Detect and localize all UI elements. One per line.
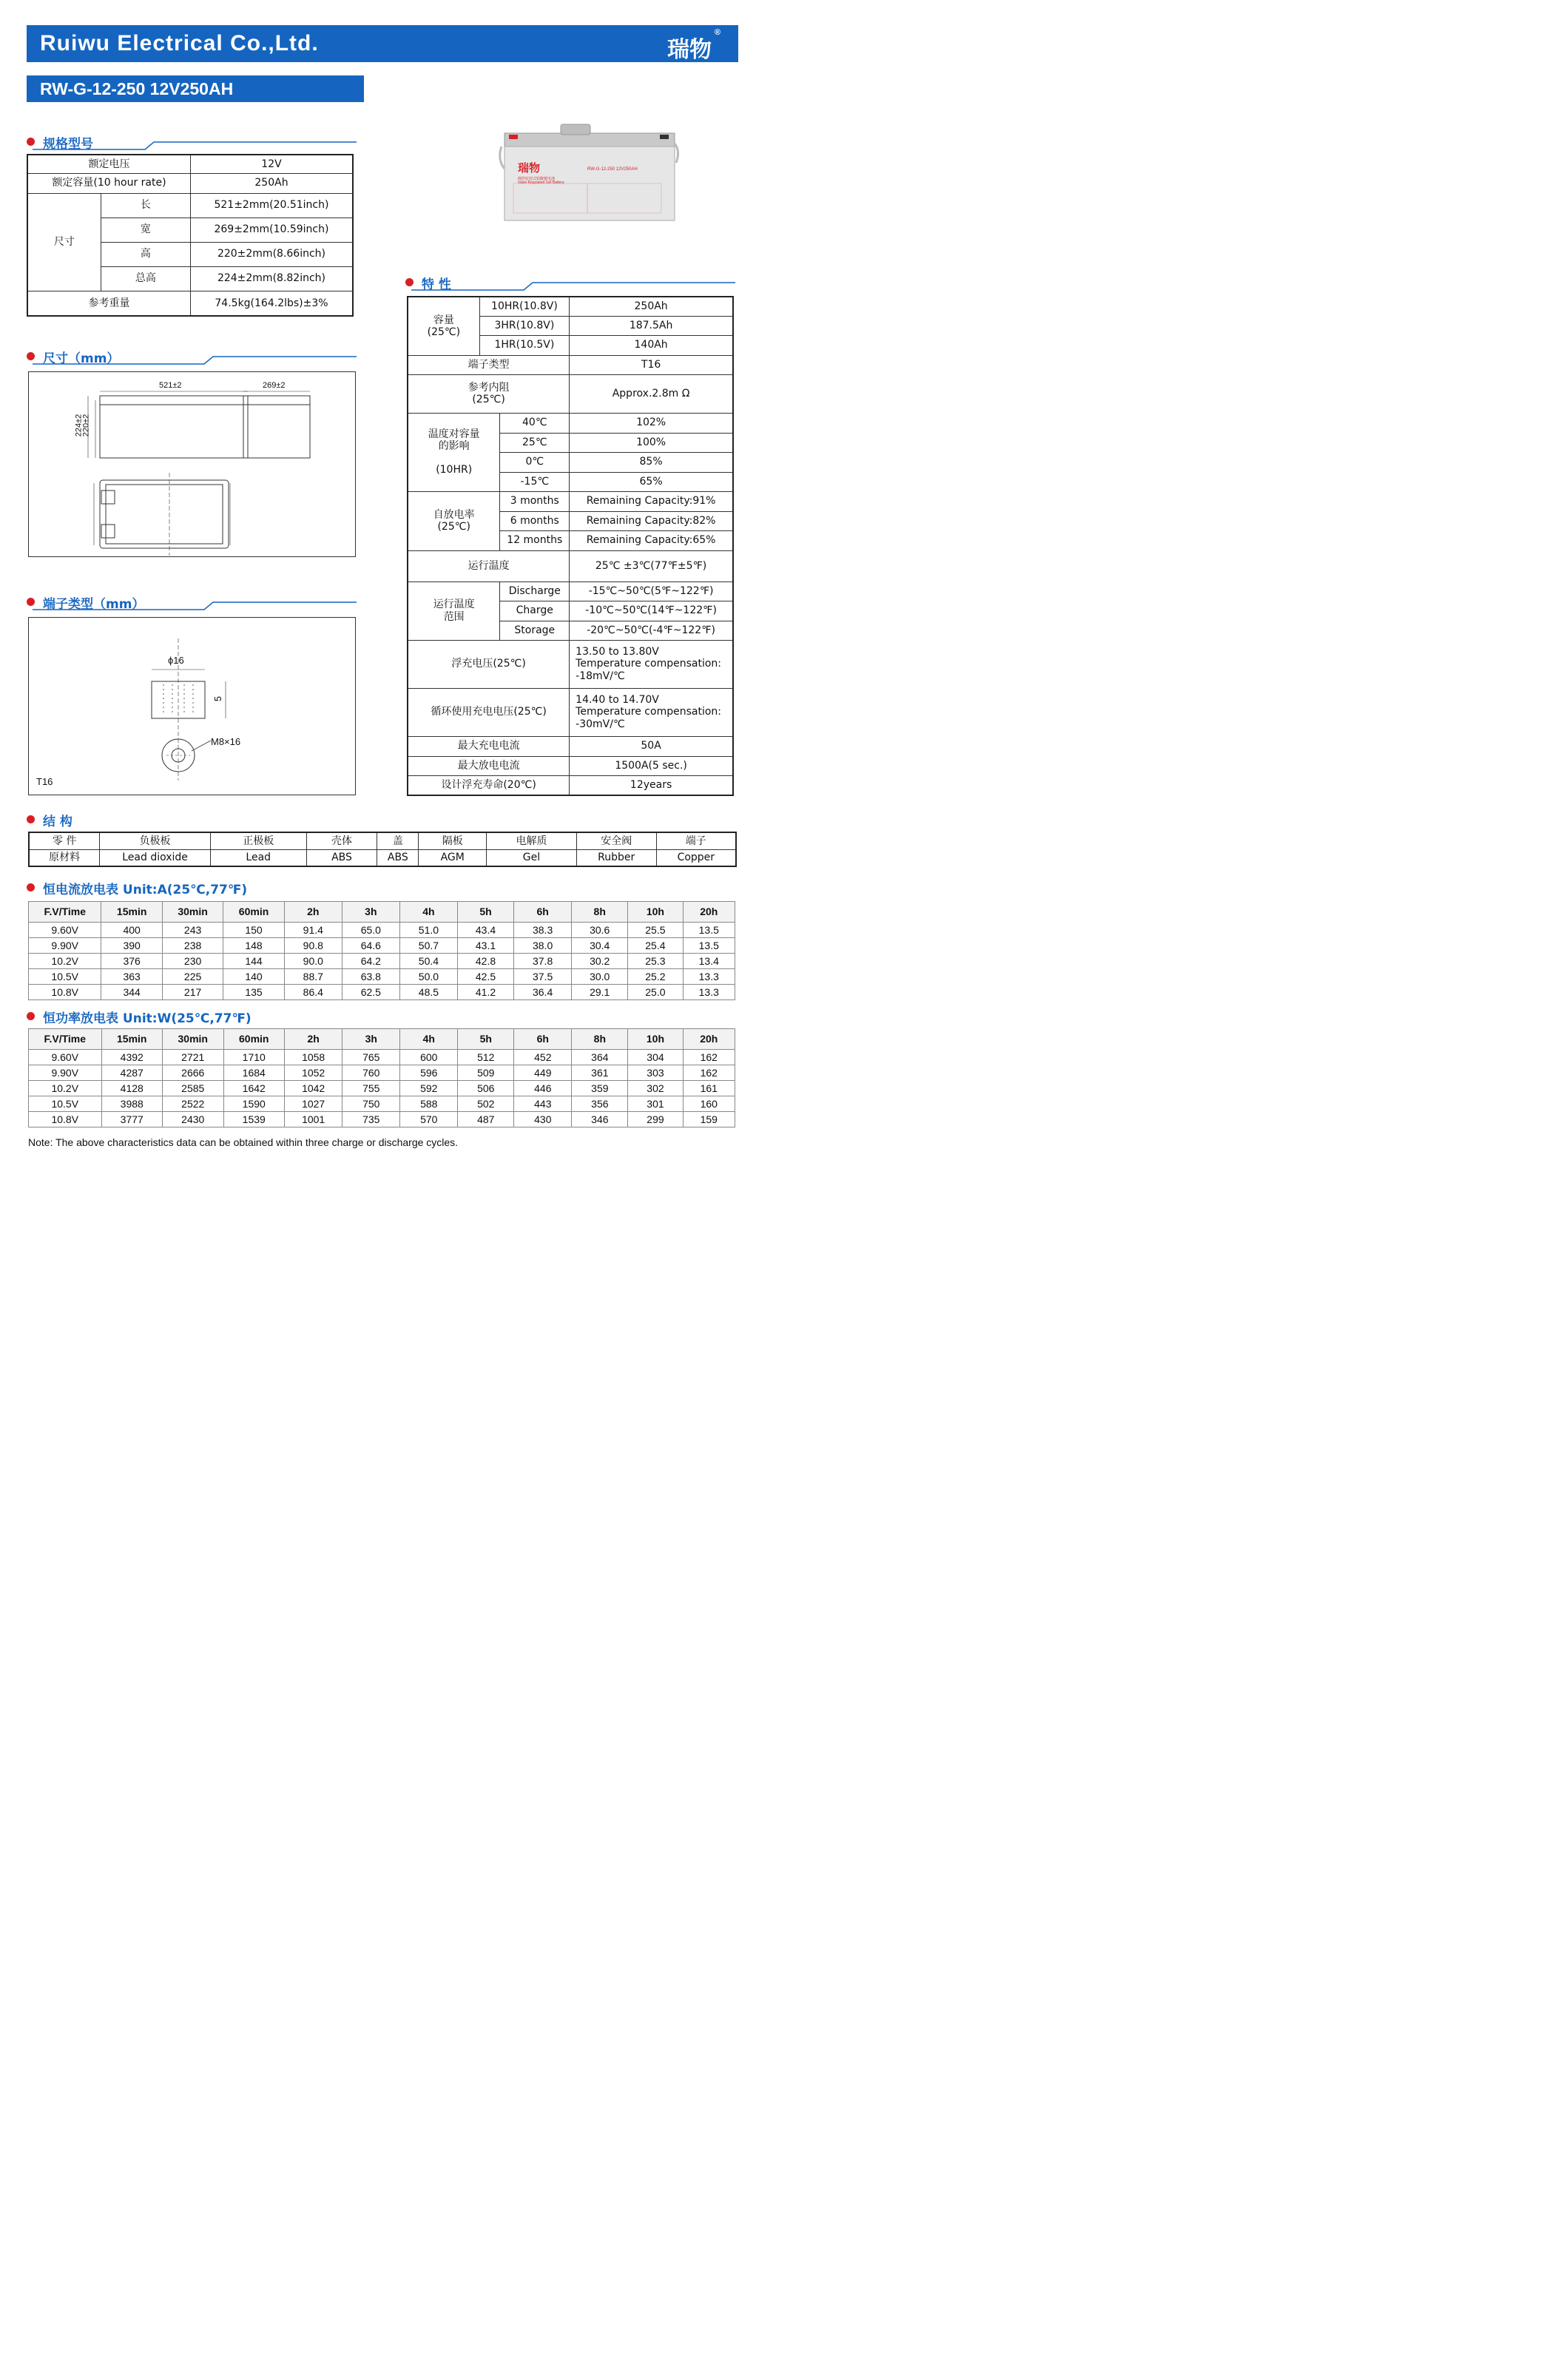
table-cell: 592 [400, 1081, 458, 1096]
structure-cell: AGM [419, 849, 487, 866]
table-row [29, 969, 735, 985]
temp-label: 温度对容量 [428, 428, 480, 440]
table-cell: 64.6 [342, 938, 399, 954]
table-cell: 148 [223, 938, 284, 954]
table-cell: 62.5 [342, 985, 399, 1000]
table-cell: 43.4 [457, 923, 513, 938]
temp-point: -15℃ [500, 472, 570, 491]
max-charge-label: 最大充电电流 [408, 736, 570, 756]
table-cell: 42.5 [457, 969, 513, 985]
dimension-drawing [28, 371, 356, 557]
table-cell: 238 [162, 938, 223, 954]
table-cell: 304 [628, 1050, 683, 1065]
spec-voltage-label: 额定电压 [27, 155, 190, 173]
table-cell: 3988 [101, 1096, 163, 1112]
table-cell: 37.8 [514, 954, 572, 969]
structure-cell: ABS [306, 849, 377, 866]
section-structure [27, 811, 175, 829]
table-cell: 760 [342, 1065, 400, 1081]
cap-value: 187.5Ah [570, 316, 733, 335]
table-cell: 2666 [163, 1065, 224, 1081]
table-cell: 161 [683, 1081, 735, 1096]
section-spec [27, 133, 357, 151]
section-terminal [27, 593, 357, 611]
table-cell: 2430 [163, 1112, 224, 1127]
spec-dim-value: 224±2mm(8.82inch) [190, 266, 353, 291]
table-cell: 430 [514, 1112, 572, 1127]
max-charge-value: 50A [570, 736, 733, 756]
structure-head: 负极板 [100, 832, 211, 849]
column-header: 20h [683, 902, 735, 923]
table-cell: 43.1 [457, 938, 513, 954]
structure-head: 安全阀 [576, 832, 656, 849]
table-cell: 443 [514, 1096, 572, 1112]
table-cell: 390 [101, 938, 162, 954]
spec-weight: 74.5kg(164.2lbs)±3% [190, 291, 353, 316]
table-cell: 48.5 [399, 985, 457, 1000]
table-row [29, 923, 735, 938]
section-title: 端子类型（mm） [43, 597, 145, 612]
bullet-icon [27, 883, 35, 891]
table-cell: 159 [683, 1112, 735, 1127]
spec-dim-label: 高 [101, 242, 190, 266]
table-row [29, 1081, 735, 1096]
battery-brand: 瑞物 [518, 161, 541, 175]
table-cell: 13.3 [683, 985, 735, 1000]
table-cell: 25.4 [628, 938, 683, 954]
temp-value: 100% [570, 433, 733, 452]
table-head-row [29, 902, 735, 923]
table-row [29, 954, 735, 969]
range-value: -15℃~50℃(5℉~122℉) [570, 581, 733, 601]
structure-head: 零 件 [29, 832, 100, 849]
footnote: Note: The above characteristics data can be obtained within three charge or discharge cycles. [28, 1136, 459, 1148]
table-cell: 10.8V [29, 1112, 102, 1127]
terminal-bolt: M8×16 [211, 736, 241, 747]
column-header: F.V/Time [29, 902, 101, 923]
spec-voltage: 12V [190, 155, 353, 173]
max-discharge-label: 最大放电电流 [408, 756, 570, 775]
structure-cell: Gel [487, 849, 577, 866]
table-cell: 506 [458, 1081, 514, 1096]
spec-table [27, 154, 354, 317]
bullet-icon [27, 1012, 35, 1020]
table-cell: 90.8 [284, 938, 342, 954]
range-label: 运行温度 [433, 599, 475, 611]
spec-weight-label: 参考重量 [27, 291, 190, 316]
cycle-value: 14.40 to 14.70V [576, 694, 659, 707]
column-header: 5h [457, 902, 513, 923]
cap-temp: (25℃) [427, 326, 461, 338]
ir-label: 参考内阻 [468, 381, 510, 394]
cap-value: 140Ah [570, 335, 733, 355]
sd-temp: (25℃) [437, 521, 470, 533]
cycle-coef: -30mV/℃ [576, 718, 625, 730]
table-cell: 30.6 [572, 923, 628, 938]
table-cell: 50.0 [399, 969, 457, 985]
table-cell: 25.5 [628, 923, 683, 938]
range-value: -20℃~50℃(-4℉~122℉) [570, 621, 733, 640]
table-cell: 217 [162, 985, 223, 1000]
section-title: 恒电流放电表 Unit:A(25℃,77℉) [43, 883, 248, 897]
table-cell: 150 [223, 923, 284, 938]
table-row [29, 1096, 735, 1112]
battery-model: RW-G-12-250 12V250AH [587, 167, 638, 172]
table-cell: 38.3 [514, 923, 572, 938]
cap-rate: 1HR(10.5V) [479, 335, 569, 355]
cc-table [28, 901, 735, 1000]
section-cp [27, 1008, 337, 1025]
sd-value: Remaining Capacity:82% [570, 511, 733, 530]
column-header: 4h [399, 902, 457, 923]
sd-period: 3 months [500, 491, 570, 511]
structure-cell: Lead dioxide [100, 849, 211, 866]
structure-head: 电解质 [487, 832, 577, 849]
op-temp-value: 25℃ ±3℃(77℉±5℉) [570, 550, 733, 581]
temp-point: 0℃ [500, 452, 570, 472]
table-cell: 50.4 [399, 954, 457, 969]
table-cell: 1710 [223, 1050, 285, 1065]
table-cell: 30.0 [572, 969, 628, 985]
table-cell: 25.3 [628, 954, 683, 969]
table-cell: 301 [628, 1096, 683, 1112]
table-cell: 344 [101, 985, 162, 1000]
company-name: Ruiwu Electrical Co.,Ltd. [40, 31, 319, 55]
table-cell: 162 [683, 1050, 735, 1065]
structure-material-row [29, 849, 736, 866]
table-cell: 363 [101, 969, 162, 985]
terminal-drawing [28, 617, 356, 795]
table-cell: 1027 [285, 1096, 342, 1112]
spec-dim-value: 220±2mm(8.66inch) [190, 242, 353, 266]
table-cell: 41.2 [457, 985, 513, 1000]
float-coef: -18mV/℃ [576, 670, 625, 682]
spec-size-label: 尺寸 [27, 193, 101, 291]
temp-point: 25℃ [500, 433, 570, 452]
table-cell: 1642 [223, 1081, 285, 1096]
column-header: 20h [683, 1029, 735, 1050]
table-cell: 1052 [285, 1065, 342, 1081]
dim-width: 269±2 [263, 381, 286, 390]
table-cell: 570 [400, 1112, 458, 1127]
structure-head: 隔板 [419, 832, 487, 849]
battery-photo [499, 121, 682, 225]
cap-value: 250Ah [570, 297, 733, 316]
table-cell: 29.1 [572, 985, 628, 1000]
structure-cell: Copper [656, 849, 736, 866]
table-head-row [29, 1029, 735, 1050]
table-cell: 13.5 [683, 938, 735, 954]
model-bar [27, 75, 364, 102]
life-label: 设计浮充寿命(20℃) [408, 775, 570, 795]
table-cell: 13.3 [683, 969, 735, 985]
table-cell: 750 [342, 1096, 400, 1112]
table-cell: 230 [162, 954, 223, 969]
table-cell: 4128 [101, 1081, 163, 1096]
op-temp-label: 运行温度 [408, 550, 570, 581]
table-cell: 1684 [223, 1065, 285, 1081]
temp-point: 40℃ [500, 413, 570, 433]
characteristics-table [407, 296, 734, 796]
column-header: 8h [572, 902, 628, 923]
structure-cell: Lead [210, 849, 306, 866]
structure-cell: ABS [377, 849, 419, 866]
table-cell: 4392 [101, 1050, 163, 1065]
ir-temp: (25℃) [472, 394, 505, 405]
table-cell: 1590 [223, 1096, 285, 1112]
table-cell: 42.8 [457, 954, 513, 969]
bullet-icon [27, 815, 35, 823]
table-cell: 30.4 [572, 938, 628, 954]
sd-label: 自放电率 [433, 508, 475, 521]
header-bar [27, 25, 738, 62]
table-cell: 50.7 [399, 938, 457, 954]
table-cell: 303 [628, 1065, 683, 1081]
column-header: 30min [162, 902, 223, 923]
bullet-icon [27, 598, 35, 606]
table-cell: 1001 [285, 1112, 342, 1127]
life-value: 12years [570, 775, 733, 795]
sd-period: 6 months [500, 511, 570, 530]
table-cell: 51.0 [399, 923, 457, 938]
range-label: 范围 [443, 610, 465, 623]
table-cell: 400 [101, 923, 162, 938]
column-header: 3h [342, 902, 399, 923]
spec-capacity-label: 额定容量(10 hour rate) [27, 173, 190, 193]
table-cell: 755 [342, 1081, 400, 1096]
table-cell: 9.90V [29, 938, 101, 954]
terminal-type: T16 [36, 776, 53, 787]
table-cell: 225 [162, 969, 223, 985]
bullet-icon [27, 138, 35, 146]
dim-height-total: 224±2 [74, 414, 84, 437]
temp-value: 102% [570, 413, 733, 433]
temp-value: 65% [570, 472, 733, 491]
column-header: 15min [101, 902, 162, 923]
column-header: 60min [223, 902, 284, 923]
table-cell: 3777 [101, 1112, 163, 1127]
table-cell: 13.5 [683, 923, 735, 938]
table-cell: 449 [514, 1065, 572, 1081]
battery-type-cn: 阀控密封式铅酸蓄电池 [518, 177, 556, 181]
spec-capacity: 250Ah [190, 173, 353, 193]
column-header: 6h [514, 902, 572, 923]
table-cell: 1042 [285, 1081, 342, 1096]
table-cell: 65.0 [342, 923, 399, 938]
column-header: 3h [342, 1029, 400, 1050]
table-cell: 38.0 [514, 938, 572, 954]
section-char [405, 274, 735, 291]
registered-mark: ® [714, 28, 720, 37]
column-header: 6h [514, 1029, 572, 1050]
section-cc [27, 879, 337, 897]
table-cell: 1539 [223, 1112, 285, 1127]
column-header: 8h [572, 1029, 628, 1050]
structure-head: 端子 [656, 832, 736, 849]
range-value: -10℃~50℃(14℉~122℉) [570, 601, 733, 621]
table-cell: 9.60V [29, 1050, 102, 1065]
table-cell: 144 [223, 954, 284, 969]
terminal-label: 端子类型 [408, 355, 570, 374]
table-cell: 2585 [163, 1081, 224, 1096]
table-cell: 160 [683, 1096, 735, 1112]
table-cell: 90.0 [284, 954, 342, 969]
table-cell: 487 [458, 1112, 514, 1127]
table-cell: 2522 [163, 1096, 224, 1112]
dim-height: 220±2 [81, 414, 91, 437]
table-cell: 91.4 [284, 923, 342, 938]
table-row [29, 1050, 735, 1065]
table-cell: 512 [458, 1050, 514, 1065]
table-row [29, 1065, 735, 1081]
column-header: 5h [458, 1029, 514, 1050]
table-cell: 63.8 [342, 969, 399, 985]
structure-head: 盖 [377, 832, 419, 849]
structure-cell: 原材料 [29, 849, 100, 866]
table-cell: 299 [628, 1112, 683, 1127]
column-header: F.V/Time [29, 1029, 102, 1050]
cap-rate: 10HR(10.8V) [479, 297, 569, 316]
table-cell: 346 [572, 1112, 628, 1127]
table-cell: 502 [458, 1096, 514, 1112]
terminal-diameter: ϕ16 [168, 655, 184, 666]
section-title: 恒功率放电表 Unit:W(25℃,77℉) [43, 1011, 252, 1026]
model-title: RW-G-12-250 12V250AH [40, 79, 234, 98]
table-row [29, 938, 735, 954]
table-cell: 64.2 [342, 954, 399, 969]
table-cell: 10.8V [29, 985, 101, 1000]
table-cell: 364 [572, 1050, 628, 1065]
sd-value: Remaining Capacity:65% [570, 530, 733, 550]
table-cell: 765 [342, 1050, 400, 1065]
section-title: 特 性 [422, 277, 451, 292]
table-cell: 25.2 [628, 969, 683, 985]
table-cell: 10.2V [29, 954, 101, 969]
table-cell: 140 [223, 969, 284, 985]
ir-value: Approx.2.8m Ω [570, 374, 733, 413]
table-cell: 600 [400, 1050, 458, 1065]
table-cell: 596 [400, 1065, 458, 1081]
structure-cell: Rubber [576, 849, 656, 866]
temp-label: 的影响 [438, 439, 470, 452]
table-row [29, 985, 735, 1000]
table-cell: 446 [514, 1081, 572, 1096]
cycle-comp: Temperature compensation: [576, 706, 721, 718]
column-header: 15min [101, 1029, 163, 1050]
table-cell: 735 [342, 1112, 400, 1127]
brand-logo: 瑞物 [667, 37, 712, 63]
float-label: 浮充电压(25℃) [408, 640, 570, 688]
column-header: 4h [400, 1029, 458, 1050]
dim-length: 521±2 [159, 381, 182, 390]
table-cell: 509 [458, 1065, 514, 1081]
table-cell: 36.4 [514, 985, 572, 1000]
table-row [29, 1112, 735, 1127]
cp-table [28, 1028, 735, 1127]
table-cell: 2721 [163, 1050, 224, 1065]
temp-label: (10HR) [436, 464, 473, 476]
spec-dim-label: 宽 [101, 218, 190, 242]
table-cell: 162 [683, 1065, 735, 1081]
terminal-depth: 5 [212, 695, 224, 702]
table-cell: 9.90V [29, 1065, 102, 1081]
cap-rate: 3HR(10.8V) [479, 316, 569, 335]
spec-dim-label: 总高 [101, 266, 190, 291]
column-header: 10h [628, 902, 683, 923]
structure-head: 壳体 [306, 832, 377, 849]
table-cell: 376 [101, 954, 162, 969]
table-cell: 1058 [285, 1050, 342, 1065]
section-title: 规格型号 [43, 137, 93, 152]
column-header: 10h [628, 1029, 683, 1050]
table-cell: 86.4 [284, 985, 342, 1000]
table-cell: 356 [572, 1096, 628, 1112]
table-cell: 25.0 [628, 985, 683, 1000]
table-cell: 588 [400, 1096, 458, 1112]
section-title: 尺寸（mm） [43, 351, 120, 366]
table-cell: 13.4 [683, 954, 735, 969]
section-title: 结 构 [43, 815, 72, 829]
table-cell: 4287 [101, 1065, 163, 1081]
section-dim [27, 348, 357, 365]
column-header: 2h [285, 1029, 342, 1050]
spec-dim-value: 269±2mm(10.59inch) [190, 218, 353, 242]
bullet-icon [405, 278, 414, 286]
spec-dim-value: 521±2mm(20.51inch) [190, 193, 353, 218]
float-value: 13.50 to 13.80V [576, 646, 659, 658]
temp-value: 85% [570, 452, 733, 472]
float-comp: Temperature compensation: [576, 658, 721, 670]
range-mode: Discharge [500, 581, 570, 601]
table-cell: 361 [572, 1065, 628, 1081]
max-discharge-value: 1500A(5 sec.) [570, 756, 733, 775]
sd-value: Remaining Capacity:91% [570, 491, 733, 511]
table-cell: 10.5V [29, 1096, 102, 1112]
sd-period: 12 months [500, 530, 570, 550]
table-cell: 359 [572, 1081, 628, 1096]
column-header: 60min [223, 1029, 285, 1050]
cap-label: 容量 [433, 314, 454, 326]
table-cell: 302 [628, 1081, 683, 1096]
bullet-icon [27, 352, 35, 360]
table-cell: 135 [223, 985, 284, 1000]
cycle-label: 循环使用充电电压(25℃) [408, 688, 570, 736]
table-cell: 10.2V [29, 1081, 102, 1096]
column-header: 2h [284, 902, 342, 923]
battery-type-en: Valve Regulated Gel Battery [518, 181, 564, 185]
table-cell: 88.7 [284, 969, 342, 985]
structure-head-row [29, 832, 736, 849]
spec-dim-label: 长 [101, 193, 190, 218]
table-cell: 243 [162, 923, 223, 938]
terminal-value: T16 [570, 355, 733, 374]
table-cell: 30.2 [572, 954, 628, 969]
range-mode: Storage [500, 621, 570, 640]
table-cell: 9.60V [29, 923, 101, 938]
column-header: 30min [163, 1029, 224, 1050]
structure-table [28, 832, 737, 867]
table-cell: 37.5 [514, 969, 572, 985]
table-cell: 452 [514, 1050, 572, 1065]
structure-head: 正极板 [210, 832, 306, 849]
range-mode: Charge [500, 601, 570, 621]
table-cell: 10.5V [29, 969, 101, 985]
